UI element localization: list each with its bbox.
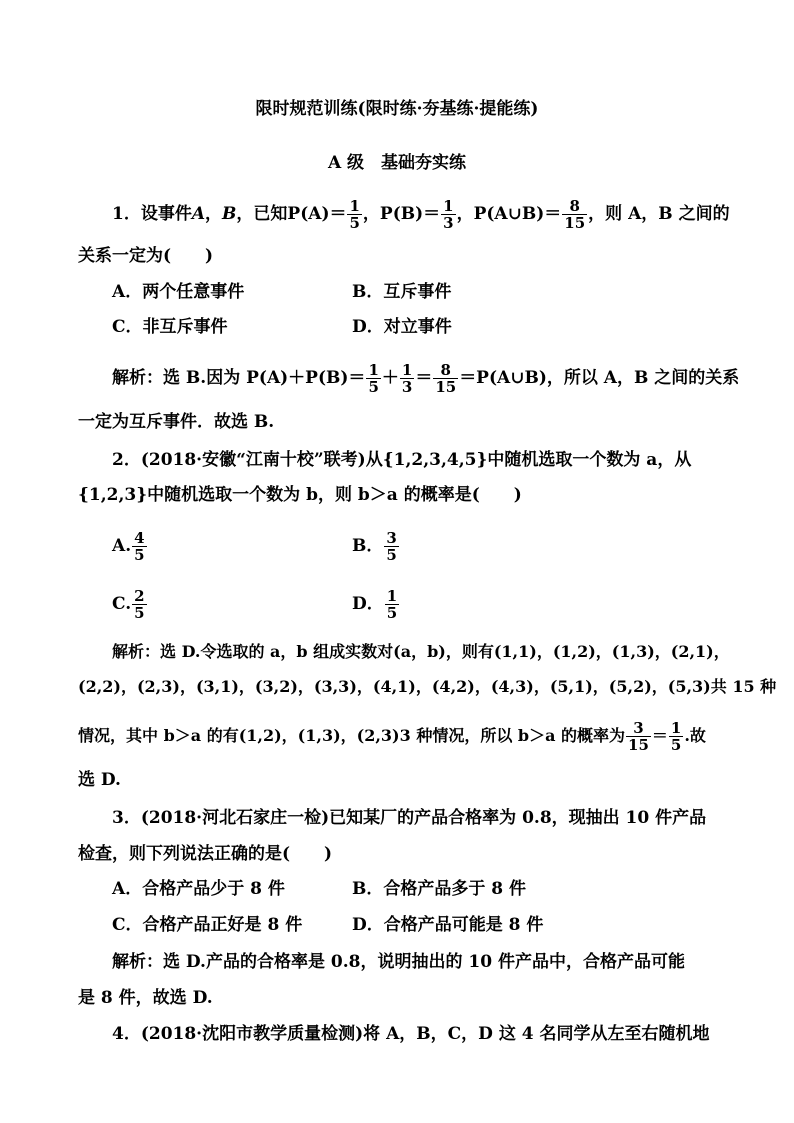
section-heading: A 级 基础夯实练 — [327, 153, 467, 173]
q3-stem-line2: 检查，则下列说法正确的是( ) — [78, 844, 333, 864]
fraction: $\frac{1}{5}$ — [670, 719, 682, 754]
q2-solution-line4: 选 D. — [78, 770, 121, 790]
q3-option-c: C．合格产品正好是 8 件 — [112, 915, 303, 935]
q2-solution-line2: (2,2)，(2,3)，(3,1)，(3,2)，(3,3)，(4,1)，(4,2)，(4,3)，(5,1)，(5,2)，(5,3)共 15 种 — [78, 677, 777, 696]
q1-solution: 解析：选 B.因为 P(A)＋P(B)＝ $\frac{1}{5}$ ＋ $\frac{1}{3}$ ＝ $\frac{8}{15}$ ＝P(A∪B)，所以 A，B 之间的关系 — [112, 361, 740, 396]
fraction: $\frac{3}{5}$ — [386, 529, 397, 564]
fraction: $\frac{1}{5}$ — [349, 197, 360, 232]
fraction: $\frac{3}{15}$ — [628, 719, 649, 754]
fraction: $\frac{4}{5}$ — [134, 529, 145, 564]
fraction: $\frac{8}{15}$ — [435, 361, 457, 396]
q1-option-c: C．非互斥事件 — [112, 317, 228, 337]
fraction: $\frac{1}{3}$ — [443, 197, 454, 232]
q2-option-a: A. $\frac{4}{5}$ — [112, 529, 145, 564]
q3-solution: 解析：选 D.产品的合格率是 0.8，说明抽出的 10 件产品中，合格产品可能 — [112, 952, 685, 972]
fraction: $\frac{2}{5}$ — [134, 587, 145, 622]
q2-stem: 2．(2018·安徽“江南十校”联考)从{1,2,3,4,5}中随机选取一个数为 a，从 — [112, 450, 692, 470]
q3-option-b: B．合格产品多于 8 件 — [352, 879, 527, 899]
fraction: $\frac{8}{15}$ — [564, 197, 586, 232]
q1-stem-line2: 关系一定为( ) — [78, 246, 214, 266]
fraction: $\frac{1}{5}$ — [368, 361, 379, 396]
fraction: $\frac{1}{5}$ — [386, 587, 398, 622]
q1-option-a: A．两个任意事件 — [112, 282, 245, 302]
q1-option-b: B．互斥事件 — [352, 282, 452, 302]
q4-stem: 4．(2018·沈阳市教学质量检测)将 A，B，C，D 这 4 名同学从左至右随机地 — [112, 1024, 710, 1044]
q2-option-c: C. $\frac{2}{5}$ — [112, 587, 145, 622]
q3-option-a: A．合格产品少于 8 件 — [112, 879, 285, 899]
q2-solution: 解析：选 D.令选取的 a，b 组成实数对(a，b)，则有(1,1)，(1,2)，(1,3)，(2,1)， — [112, 642, 730, 661]
q3-stem: 3．(2018·河北石家庄一检)已知某厂的产品合格率为 0.8，现抽出 10 件产品 — [112, 808, 707, 828]
q2-option-b: B． $\frac{3}{5}$ — [352, 529, 397, 564]
fraction: $\frac{1}{3}$ — [401, 361, 413, 396]
q3-solution-line2: 是 8 件，故选 D. — [78, 988, 213, 1008]
q2-solution-line3: 情况，其中 b＞a 的有(1,2)，(1,3)，(2,3)3 种情况，所以 b＞a 的概率为 $\frac{3}{15}$ ＝ $\frac{1}{5}$ .故 — [78, 719, 706, 754]
page-title: 限时规范训练(限时练·夯基练·提能练) — [255, 99, 539, 119]
q2-option-d: D． $\frac{1}{5}$ — [352, 587, 398, 622]
q2-stem-line2: {1,2,3}中随机选取一个数为 b，则 b＞a 的概率是( ) — [78, 485, 522, 505]
q1-option-d: D．对立事件 — [352, 317, 452, 337]
q1-stem: 1．设事件A，B，已知P(A)＝ $\frac{1}{5}$ ，P(B)＝ $\frac{1}{3}$ ，P(A∪B)＝ $\frac{8}{15}$ ，则 A，B 之间的 — [112, 197, 730, 232]
q1-solution-line2: 一定为互斥事件．故选 B. — [78, 412, 275, 432]
q3-option-d: D．合格产品可能是 8 件 — [352, 915, 544, 935]
